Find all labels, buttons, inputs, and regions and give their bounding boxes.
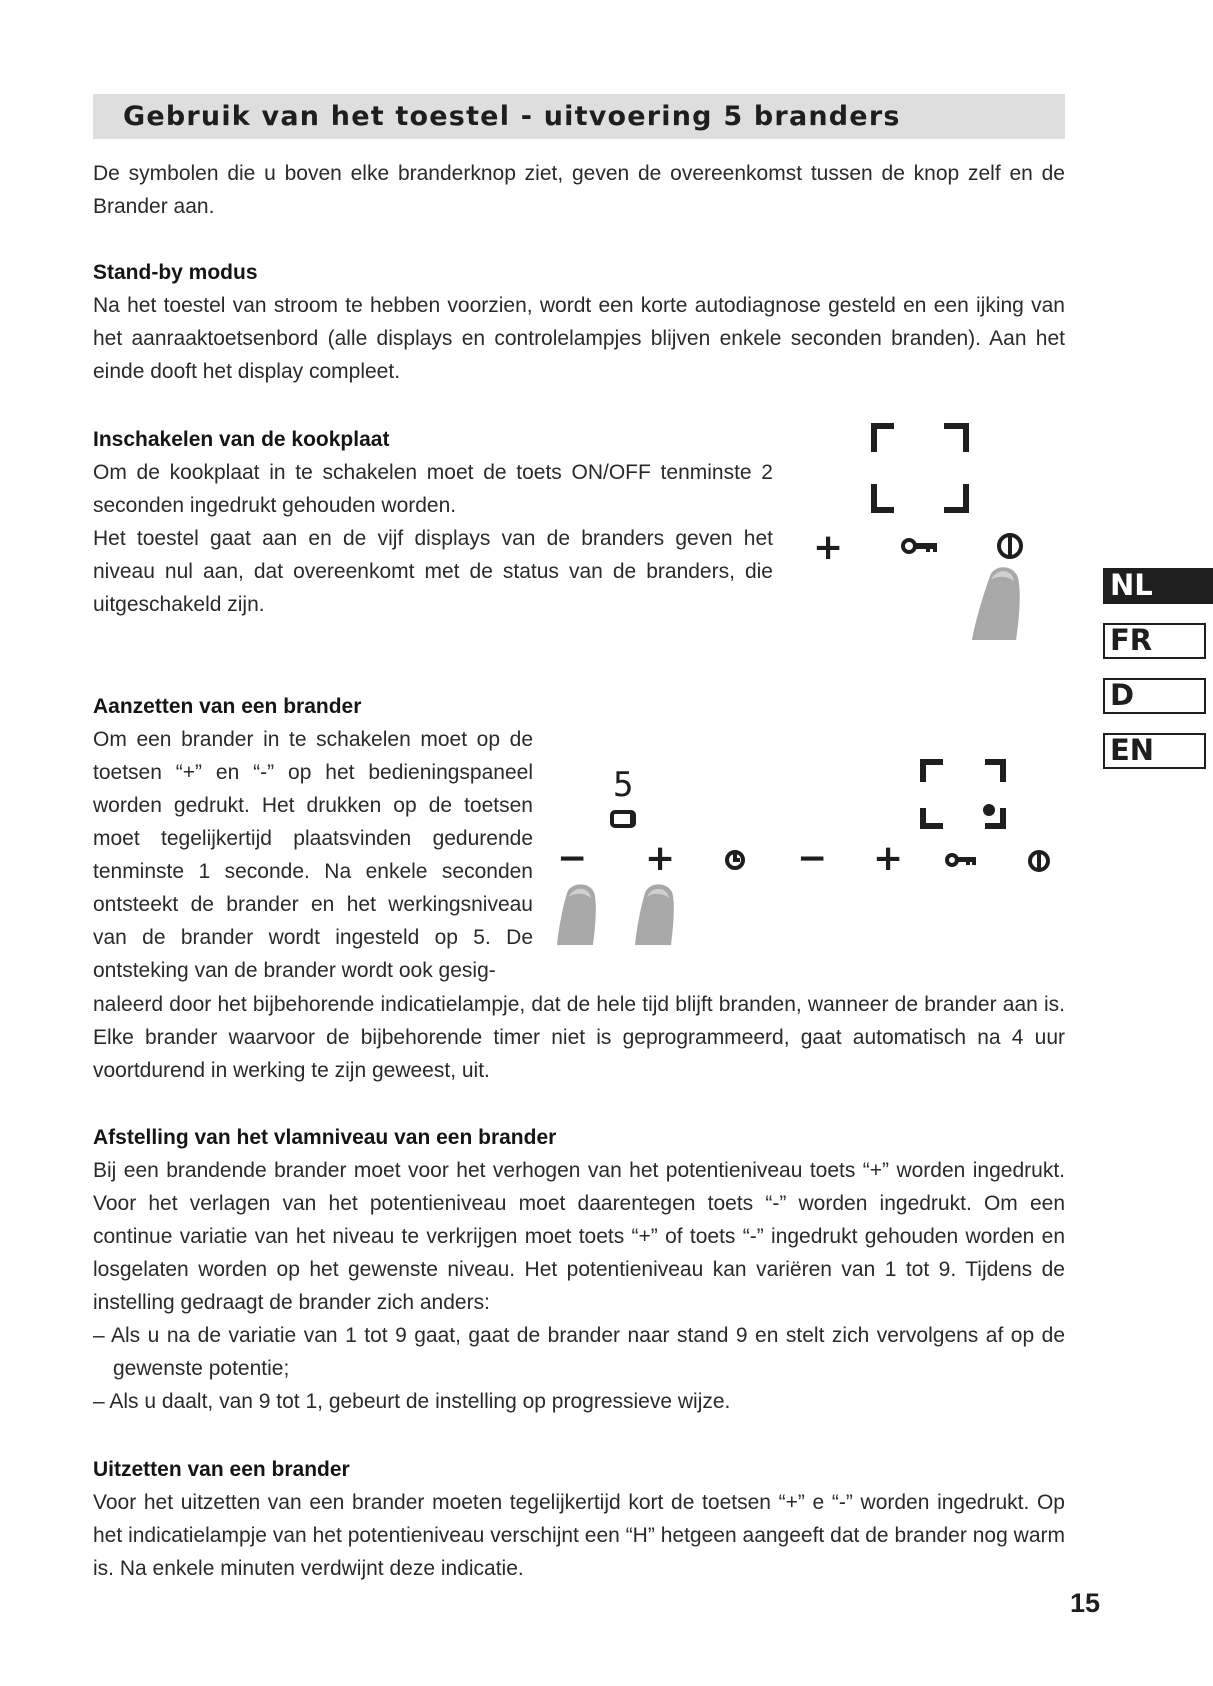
section-standby xyxy=(93,256,1065,388)
afstelling-heading: Afstelling van het vlamniveau van een brander xyxy=(93,1126,557,1149)
afstelling-bullet-2: – Als u daalt, van 9 tot 1, gebeurt de instelling op progressieve wijze. xyxy=(93,1390,731,1413)
uitzetten-body: Voor het uitzetten van een brander moeten tegelijkertijd kort de toetsen “+” e “-” worden ingedrukt. Op het indicatielampje van het potentieniveau verschijnt een “H” hetgeen aangeeft dat de brander nog warm is. Na enkele minuten verdwijnt deze indicatie. xyxy=(93,1491,1065,1580)
aanzetten-body-narrow: Om een brander in te schakelen moet op de toetsen “+” en “-” op het bedieningspaneel worden gedrukt. Het drukken op de toetsen moet tegelijkertijd plaatsvinden gedurende tenminste 1 seconde. Na enkele seconden ontsteekt de brander en het werkingsniveau van de brander wordt ingesteld op 5. De ontsteking van de brander wordt ook gesig- xyxy=(93,728,533,982)
power-icon-2 xyxy=(1030,851,1048,871)
section-header-bar xyxy=(93,94,1065,139)
section-afstelling xyxy=(93,1121,1065,1418)
key-lock-icon xyxy=(903,540,937,552)
page-number: 15 xyxy=(1070,1588,1101,1618)
inschakelen-para1: Om de kookplaat in te schakelen moet de toets ON/OFF tenminste 2 seconden ingedrukt gehouden worden. xyxy=(93,461,773,517)
language-tab-fr[interactable]: FR xyxy=(1103,623,1206,659)
aanzetten-heading: Aanzetten van een brander xyxy=(93,695,362,718)
language-tab-nl[interactable]: NL xyxy=(1103,568,1213,604)
power-icon xyxy=(999,534,1021,558)
afstelling-bullet-1: – Als u na de variatie van 1 tot 9 gaat, gaat de brander naar stand 9 en stelt zich vervolgens af op de gewenste potentie; xyxy=(93,1324,1065,1380)
figure-burner-on xyxy=(555,748,1065,948)
page-title: Gebruik van het toestel - uitvoering 5 branders xyxy=(123,101,901,132)
timer-icon xyxy=(727,852,743,868)
burner-display-digit: 5 xyxy=(613,765,634,805)
figure-power-on xyxy=(800,418,1060,658)
display-frame-brackets xyxy=(874,426,966,510)
uitzetten-heading: Uitzetten van een brander xyxy=(93,1458,350,1481)
intro-paragraph: De symbolen die u boven elke branderknop ziet, geven de overeenkomst tussen de knop zelf en de Brander aan. xyxy=(93,162,1065,218)
standby-heading: Stand-by modus xyxy=(93,261,258,284)
display-frame-brackets-2 xyxy=(923,762,1003,826)
afstelling-body: Bij een brandende brander moet voor het verhogen van het potentieniveau toets “+” worden ingedrukt. Voor het verlagen van het potentieniveau moet daarentegen toets “-” worden ingedrukt. Om een continue variatie van het niveau te verkrijgen moet toets “+” of toets “-” ingedrukt gehouden worden en losgelaten worden op het gewenste niveau. Het potentieniveau kan variëren van 1 tot 9. Tijdens de instelling gedraagt de brander zich anders: xyxy=(93,1159,1065,1314)
plus-key-label-1: + xyxy=(645,838,676,879)
section-uitzetten xyxy=(93,1453,1065,1585)
aanzetten-body-wide: naleerd door het bijbehorende indicatielampje, dat de hele tijd blijft branden, wanneer de brander aan is. Elke brander waarvoor de bijbehorende timer niet is geprogrammeerd, gaat automatisch na 4 uur voortdurend in werking te zijn geweest, uit. xyxy=(93,993,1065,1082)
language-tab-en[interactable]: EN xyxy=(1103,733,1206,769)
minus-key-label-2: − xyxy=(797,838,828,879)
key-lock-icon-2 xyxy=(947,855,976,865)
inschakelen-heading: Inschakelen van de kookplaat xyxy=(93,428,390,451)
plus-key-label-2: + xyxy=(873,838,904,879)
standby-body: Na het toestel van stroom te hebben voorzien, wordt een korte autodiagnose gesteld en een ijking van het aanraaktoetsenbord (alle displays en controlelampjes blijven enkele seconden branden). Aan het einde dooft het display compleet. xyxy=(93,294,1065,383)
section-aanzetten xyxy=(93,690,533,987)
indicator-dot xyxy=(983,804,995,816)
inschakelen-para2: Het toestel gaat aan en de vijf displays van de branders geven het niveau nul aan, dat overeenkomt met de status van de branders, die uitgeschakeld zijn. xyxy=(93,527,773,616)
plus-key-label: + xyxy=(813,527,844,568)
minus-key-label-1: − xyxy=(557,838,588,879)
language-tab-d[interactable]: D xyxy=(1103,678,1206,714)
section-inschakelen xyxy=(93,423,773,621)
